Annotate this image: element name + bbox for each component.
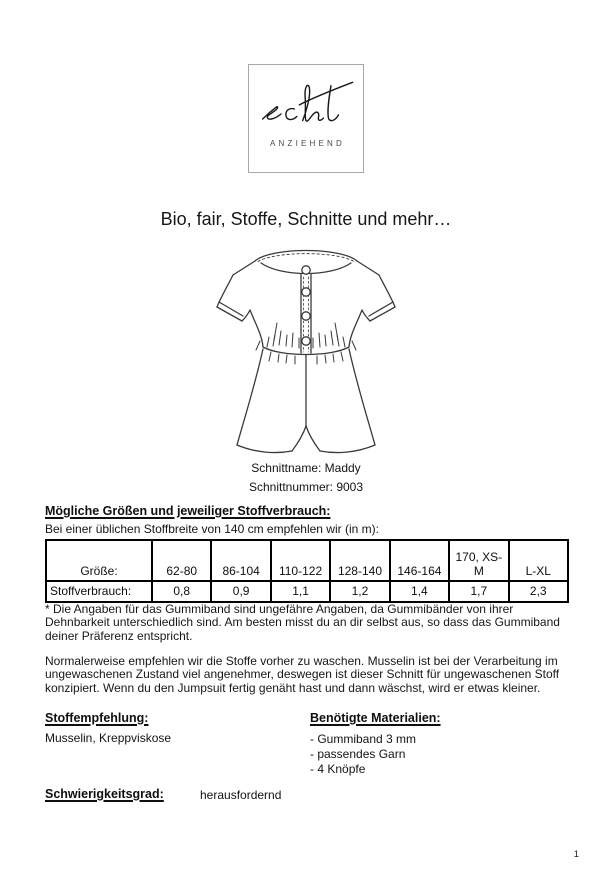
difficulty-heading: Schwierigkeitsgrad: xyxy=(45,787,164,801)
consumption-value-cell: 1,7 xyxy=(449,581,508,602)
materials-needed xyxy=(310,712,570,777)
consumption-value-cell: 1,2 xyxy=(330,581,389,602)
material-item: - passendes Garn xyxy=(310,747,406,762)
consumption-value-cell: 0,8 xyxy=(152,581,211,602)
consumption-value-cell: 0,9 xyxy=(211,581,270,602)
washing-note: Normalerweise empfehlen wir die Stoffe vorher zu waschen. Musselin ist bei der Verarbeitung im ungewaschenen Zustand viel angenehmer, deswegen ist dieser Schnitt für ungewaschenen Stoff konzipiert. Wenn du den Jumpsuit fertig genäht hast und dann wäschst, wird er etwas kleiner. xyxy=(45,654,560,695)
table-values-row xyxy=(46,581,568,602)
pattern-info xyxy=(0,459,612,496)
size-row-label: Größe: xyxy=(46,540,152,581)
page-number: 1 xyxy=(573,849,579,860)
fabric-recommendation xyxy=(45,712,310,777)
page-title: Bio, fair, Stoffe, Schnitte und mehr… xyxy=(160,209,452,229)
size-header-cell: 170, XS-M xyxy=(449,540,508,581)
fabric-value: Musselin, Kreppviskose xyxy=(45,731,172,746)
brand-sub-label: ANZIEHEND xyxy=(269,139,346,148)
brand-script-icon xyxy=(251,79,361,139)
pattern-number-line: Schnittnummer: 9003 xyxy=(248,479,364,494)
consumption-value-cell: 1,1 xyxy=(271,581,330,602)
fabric-heading: Stoffempfehlung: xyxy=(45,711,149,725)
size-header-cell: 62-80 xyxy=(152,540,211,581)
fabric-width-intro: Bei einer üblichen Stoffbreite von 140 cm empfehlen wir (in m): xyxy=(45,522,379,536)
size-header-cell: 146-164 xyxy=(390,540,449,581)
consumption-value-cell: 1,4 xyxy=(390,581,449,602)
jumpsuit-drawing xyxy=(211,245,401,457)
material-item: - 4 Knöpfe xyxy=(310,762,366,777)
consumption-row-label: Stoffverbrauch: xyxy=(46,581,152,602)
fabric-consumption-table xyxy=(45,539,569,603)
sizes-section xyxy=(45,505,570,518)
pattern-name-line: Schnittname: Maddy xyxy=(251,461,361,475)
brand-logo xyxy=(248,64,364,173)
size-header-cell: 86-104 xyxy=(211,540,270,581)
materials-heading: Benötigte Materialien: xyxy=(310,711,441,725)
jumpsuit-illustration-icon xyxy=(211,245,401,457)
recommendation-columns xyxy=(45,712,570,777)
consumption-value-cell: 2,3 xyxy=(509,581,568,602)
elastic-footnote: * Die Angaben für das Gummiband sind ungefähre Angaben, da Gummibänder von ihrer Dehnbarkeit unterschiedlich sind. Am besten misst du an dir selbst aus, so dass das Gummiband deiner Präferenz entspricht. xyxy=(45,602,560,643)
size-header-cell: 110-122 xyxy=(271,540,330,581)
sizes-heading: Mögliche Größen und jeweiliger Stoffverbrauch: xyxy=(45,504,331,518)
material-item: - Gummiband 3 mm xyxy=(310,732,417,747)
difficulty-value: herausfordernd xyxy=(200,788,282,802)
size-header-cell: L-XL xyxy=(509,540,568,581)
table-wrap xyxy=(45,539,570,603)
table-header-row xyxy=(46,540,568,581)
difficulty-section xyxy=(45,788,570,804)
materials-list xyxy=(310,732,570,777)
size-header-cell: 128-140 xyxy=(330,540,389,581)
